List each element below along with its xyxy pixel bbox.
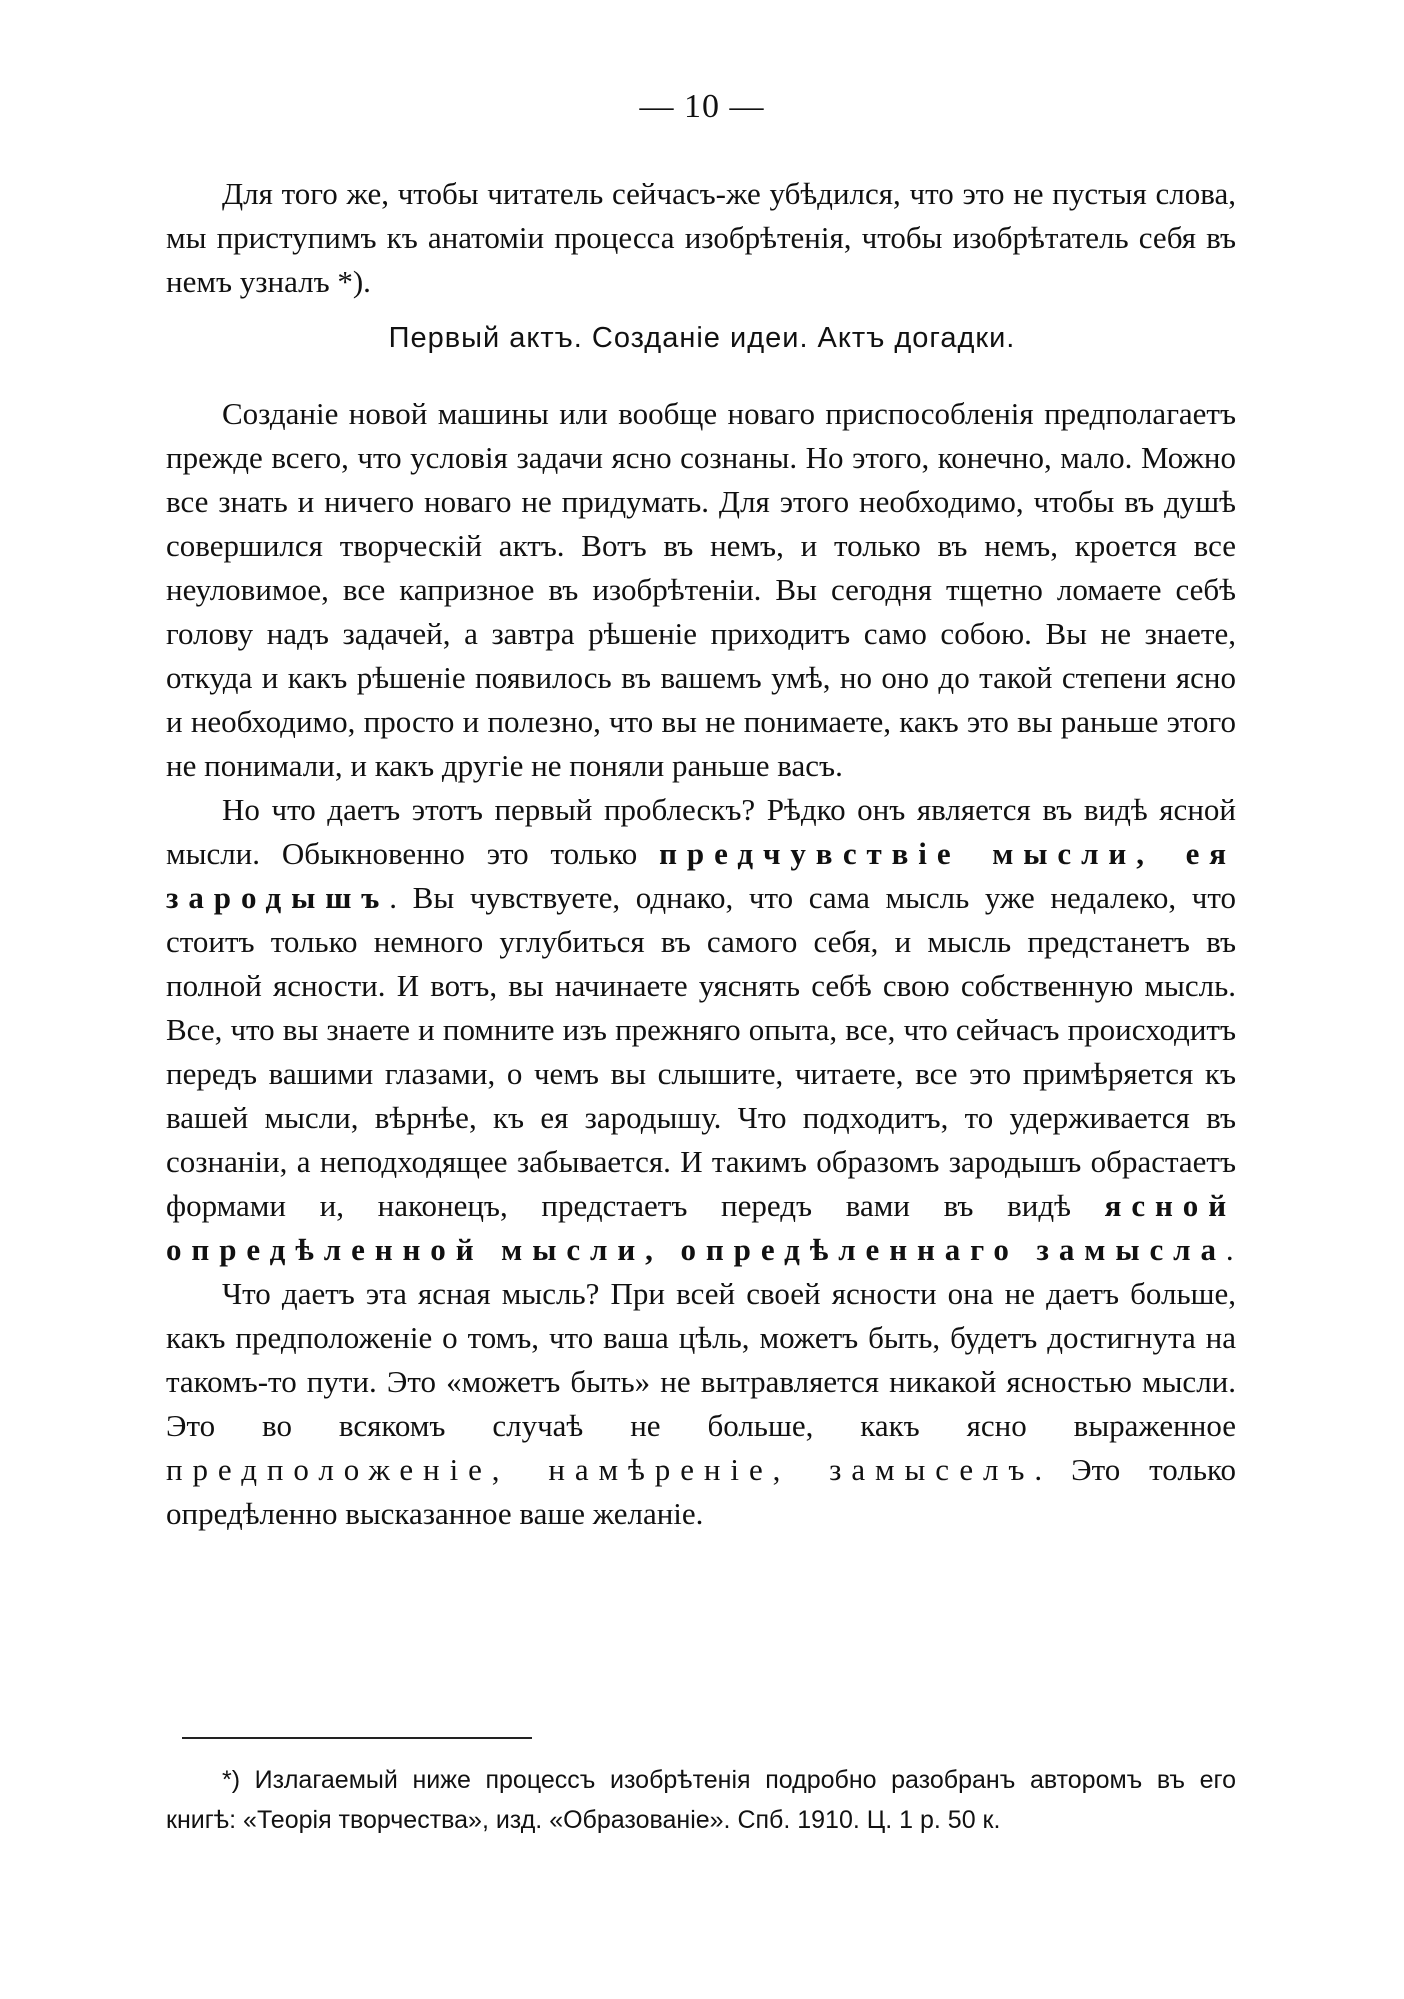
- emphasis-premonition: предчувствіе мысли, ея зародышъ: [166, 836, 1236, 915]
- section-heading: Первый актъ. Созданіе идеи. Актъ догадки.: [388, 322, 1016, 354]
- page-number: — 10 —: [639, 88, 765, 125]
- main-text: [166, 392, 1236, 1536]
- emphasis-clear-thought: ясной опредѣленной мысли, опредѣленнаго замысла: [166, 1188, 1236, 1267]
- paragraph-2-part-e: .: [1225, 1232, 1234, 1267]
- footnote-text: *) Излагаемый ниже процессъ изобрѣтенія подробно разобранъ авторомъ въ его книгѣ: «Теорія творчества», изд. «Образованіе». Спб. 1910. Ц. 1 р. 50 к.: [166, 1766, 1236, 1834]
- paragraph-1: Созданіе новой машины или вообще новаго приспособленія предполагаетъ прежде всего, что условія задачи ясно сознаны. Но этого, конечно, мало. Можно все знать и ничего новаго не придумать. Для этого необходимо, чтобы въ душѣ совершился творческій актъ. Вотъ въ немъ, и только въ немъ, кроется все неуловимое, все капризное въ изобрѣтеніи. Вы сегодня тщетно ломаете себѣ голову надъ задачей, а завтра рѣшеніе приходитъ само собою. Вы не знаете, откуда и какъ рѣшеніе появилось въ вашемъ умѣ, но оно до такой степени ясно и необходимо, просто и полезно, что вы не понимаете, какъ это вы раньше этого не понимали, и какъ другіе не поняли раньше васъ.: [166, 396, 1236, 783]
- footnote: [166, 1760, 1236, 1840]
- paragraph-3: [166, 1272, 1236, 1536]
- paragraph-2-part-a: Но что даетъ этотъ первый проблескъ? Рѣдко онъ является въ видѣ ясной мысли. Обыкновенно это только: [166, 792, 1236, 871]
- footnote-divider: [182, 1737, 532, 1739]
- paragraph-2: [166, 788, 1236, 1272]
- paragraph-2-part-c: . Вы чувствуете, однако, что сама мысль уже недалеко, что стоитъ только немного углубиться въ самого себя, и мысль предстанетъ въ полной ясности. И вотъ, вы начинаете уяснять себѣ свою собственную мысль. Все, что вы знаете и помните изъ прежняго опыта, все, что сейчасъ происходитъ передъ вашими глазами, о чемъ вы слышите, читаете, все это примѣряется къ вашей мысли, вѣрнѣе, къ ея зародышу. Что подходитъ, то удерживается въ сознаніи, а неподходящее забывается. И такимъ образомъ зародышъ обрастаетъ формами и, наконецъ, предстаетъ передъ вами въ видѣ: [166, 880, 1236, 1223]
- intro-paragraph: [166, 172, 1236, 304]
- paragraph-3-part-c: . Это только опредѣленно высказанное ваше желаніе.: [166, 1452, 1236, 1531]
- intro-text: Для того же, чтобы читатель сейчасъ-же убѣдился, что это не пустыя слова, мы приступимъ къ анатоміи процесса изобрѣтенія, чтобы изобрѣтатель себя въ немъ узналъ *).: [166, 176, 1236, 299]
- paragraph-3-part-a: Что даетъ эта ясная мысль? При всей своей ясности она не даетъ больше, какъ предположеніе о томъ, что ваша цѣль, можетъ быть, будетъ достигнута на такомъ-то пути. Это «можетъ быть» не вытравляется никакой ясностью мысли. Это во всякомъ случаѣ не больше, какъ ясно выраженное: [166, 1276, 1236, 1443]
- emphasis-supposition: предположеніе, намѣреніе, замыселъ: [166, 1452, 1035, 1487]
